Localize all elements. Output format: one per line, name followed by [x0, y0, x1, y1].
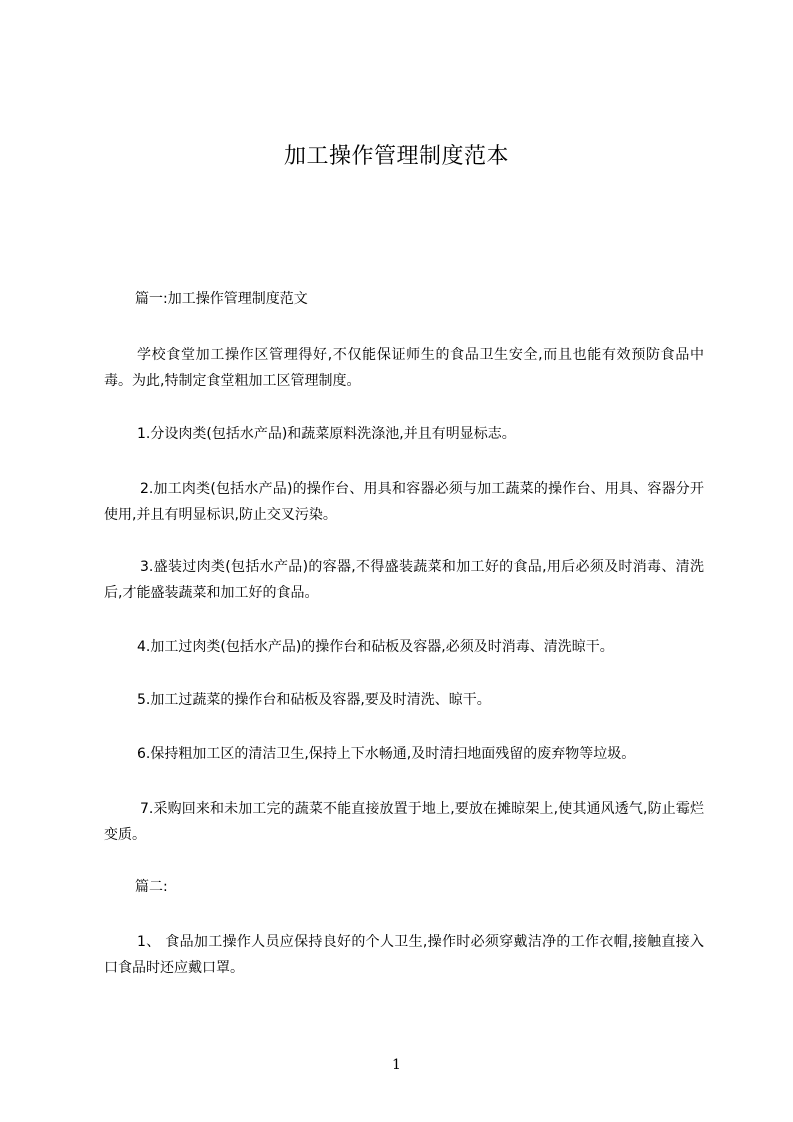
- document-title: 加工操作管理制度范本: [283, 144, 509, 169]
- page-number: 1: [392, 1057, 401, 1073]
- section-heading-2: 篇二:: [135, 879, 168, 895]
- list-item-5: 5.加工过蔬菜的操作台和砧板及容器,要及时清洗、晾干。: [137, 692, 491, 708]
- list-item-4: 4.加工过肉类(包括水产品)的操作台和砧板及容器,必须及时消毒、清洗晾干。: [137, 639, 614, 655]
- list-item-1: 1.分设肉类(包括水产品)和蔬菜原料洗涤池,并且有明显标志。: [137, 426, 516, 442]
- section2-item-1: 1、 食品加工操作人员应保持良好的个人卫生,操作时必须穿戴洁净的工作衣帽,接触直接入口食品时还应戴口罩。: [104, 934, 704, 976]
- list-item-2: 2.加工肉类(包括水产品)的操作台、用具和容器必须与加工蔬菜的操作台、用具、容器分开使用,并且有明显标识,防止交叉污染。: [104, 481, 704, 523]
- list-item-6: 6.保持粗加工区的清洁卫生,保持上下水畅通,及时清扫地面残留的废弃物等垃圾。: [137, 746, 636, 762]
- section-heading-1: 篇一:加工操作管理制度范文: [135, 291, 308, 307]
- list-item-7: 7.采购回来和未加工完的蔬菜不能直接放置于地上,要放在摊晾架上,使其通风透气,防止霉烂变质。: [104, 801, 704, 843]
- list-item-3: 3.盛装过肉类(包括水产品)的容器,不得盛装蔬菜和加工好的食品,用后必须及时消毒、清洗后,才能盛装蔬菜和加工好的食品。: [104, 559, 704, 601]
- intro-paragraph: 学校食堂加工操作区管理得好,不仅能保证师生的食品卫生安全,而且也能有效预防食品中毒。为此,特制定食堂粗加工区管理制度。: [104, 347, 704, 389]
